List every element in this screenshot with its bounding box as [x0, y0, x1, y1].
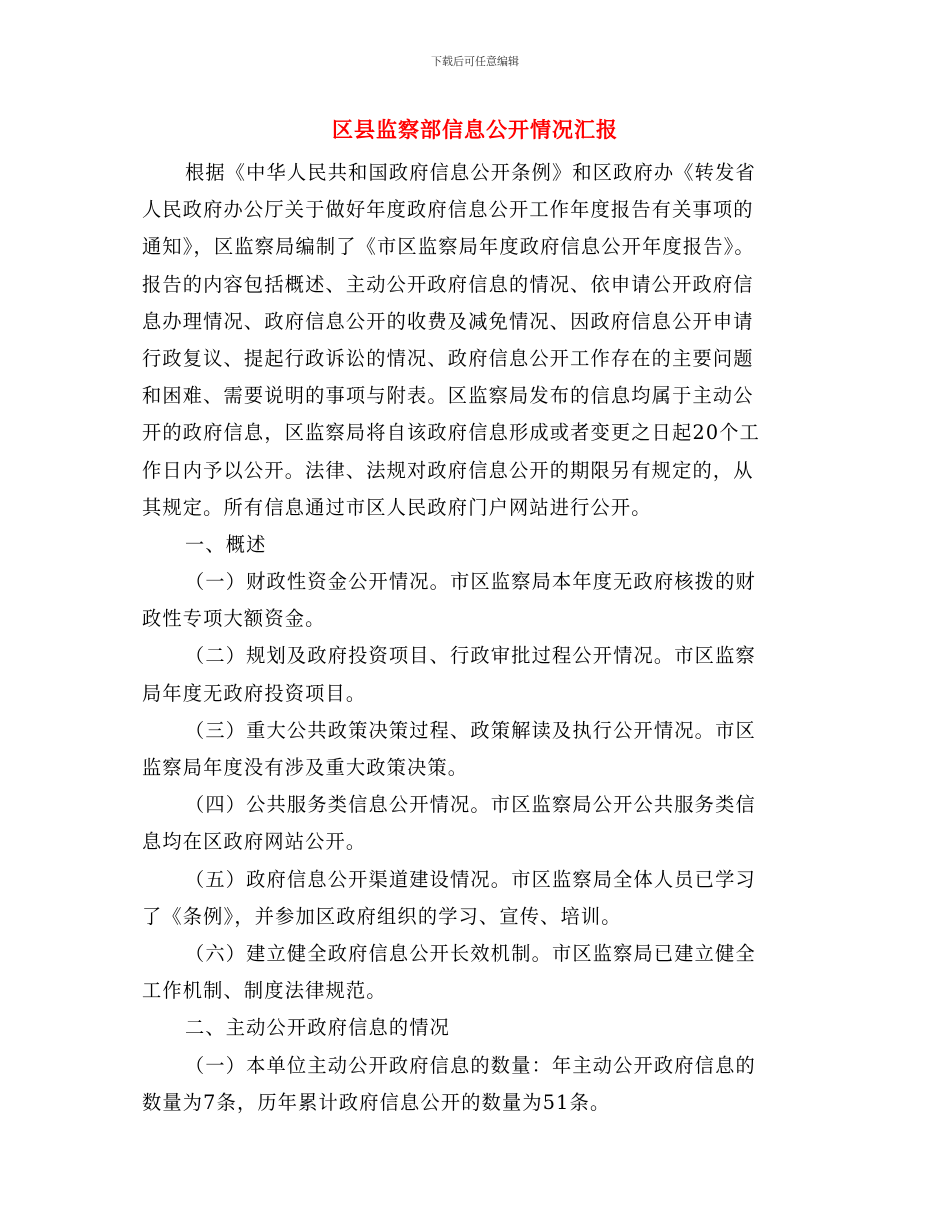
- body-line: 其规定。所有信息通过市区人民政府门户网站进行公开。: [142, 495, 652, 519]
- body-line: （一）财政性资金公开情况。市区监察局本年度无政府核拨的财: [185, 570, 756, 594]
- body-line: （二）规划及政府投资项目、行政审批过程公开情况。市区监察: [185, 644, 756, 668]
- body-line: 根据《中华人民共和国政府信息公开条例》和区政府办《转发省: [185, 161, 756, 184]
- body-line: 人民政府办公厅关于做好年度政府信息公开工作年度报告有关事项的: [142, 198, 754, 222]
- body-line: 二、主动公开政府信息的情况: [185, 1016, 451, 1040]
- body-line: 作日内予以公开。法律、法规对政府信息公开的期限另有规定的，从: [142, 458, 754, 482]
- body-line: 工作机制、制度法律规范。: [142, 979, 387, 1003]
- body-line: 和困难、需要说明的事项与附表。区监察局发布的信息均属于主动公: [142, 384, 754, 408]
- body-line: 报告的内容包括概述、主动公开政府信息的情况、依申请公开政府信: [142, 272, 754, 296]
- body-line: 息办理情况、政府信息公开的收费及减免情况、因政府信息公开申请: [142, 309, 754, 333]
- body-line: （一）本单位主动公开政府信息的数量：年主动公开政府信息的: [185, 1053, 756, 1077]
- body-line: 息均在区政府网站公开。: [142, 830, 367, 854]
- document-body: [142, 160, 798, 1127]
- body-line: 数量为7条，历年累计政府信息公开的数量为51条。: [142, 1090, 611, 1114]
- body-line: 局年度无政府投资项目。: [142, 681, 367, 705]
- body-line: （三）重大公共政策决策过程、政策解读及执行公开情况。市区: [185, 718, 756, 742]
- body-line: （六）建立健全政府信息公开长效机制。市区监察局已建立健全: [185, 941, 756, 965]
- body-line: 政性专项大额资金。: [142, 607, 326, 631]
- body-line: 一、概述: [185, 532, 267, 556]
- page-header: 下载后可任意编辑: [431, 55, 519, 68]
- body-line: （四）公共服务类信息公开情况。市区监察局公开公共服务类信: [185, 793, 756, 817]
- document-title: 区县监察部信息公开情况汇报: [332, 118, 618, 142]
- body-line: 监察局年度没有涉及重大政策决策。: [142, 756, 469, 779]
- body-line: 开的政府信息，区监察局将自该政府信息形成或者变更之日起20个工: [142, 421, 761, 445]
- body-line: 了《条例》，并参加区政府组织的学习、宣传、培训。: [142, 904, 622, 928]
- body-line: 行政复议、提起行政诉讼的情况、政府信息公开工作存在的主要问题: [142, 346, 754, 370]
- body-line: （五）政府信息公开渠道建设情况。市区监察局全体人员已学习: [185, 867, 756, 891]
- body-line: 通知》，区监察局编制了《市区监察局年度政府信息公开年度报告》。: [142, 235, 755, 259]
